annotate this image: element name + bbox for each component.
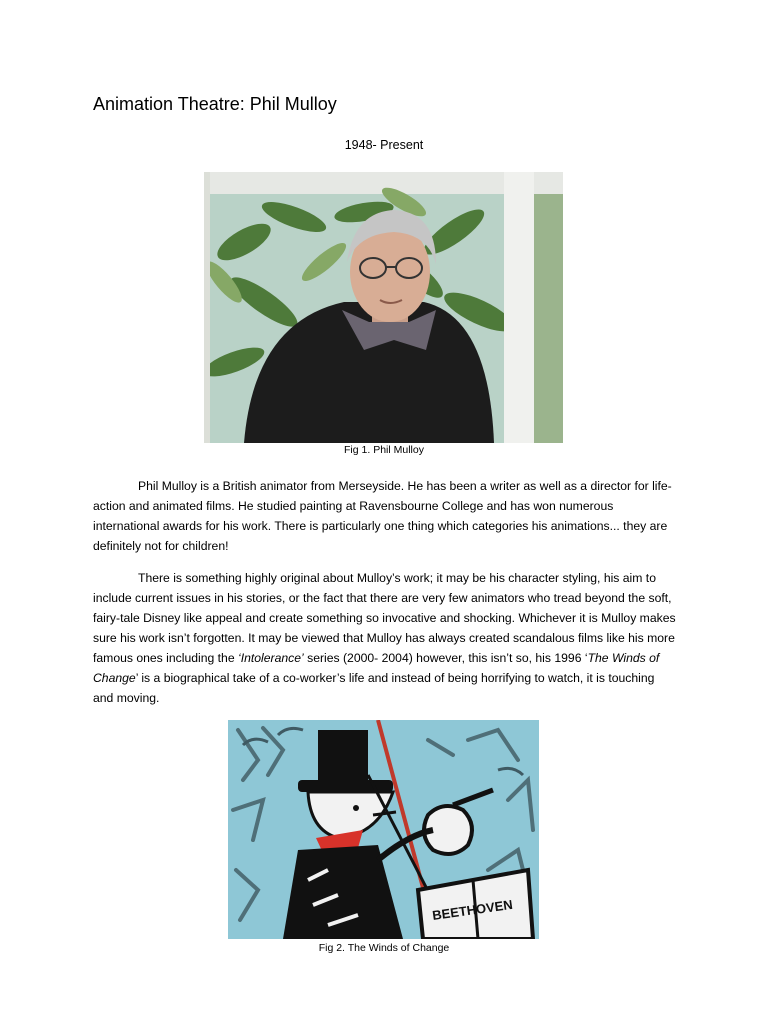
lifespan-dates: 1948- Present	[344, 138, 424, 152]
phil-mulloy-photo	[204, 172, 563, 443]
winds-of-change-title: The Winds of Change	[93, 651, 660, 685]
intolerance-title: ‘Intolerance’	[238, 651, 304, 665]
paragraph-2	[93, 568, 678, 708]
paragraph-1-text: Phil Mulloy is a British animator from Merseyside. He has been a writer as well as a director for life-action and animated films. He studied painting at Ravensbourne College and has won numerous international awards for his work. There is particularly one thing which categories his animations... they are definitely not for children!	[93, 479, 672, 553]
beethoven-sign: BEETHOVEN	[431, 896, 514, 923]
figure-2-caption: Fig 2. The Winds of Change	[318, 942, 450, 954]
paragraph-2-text-part2: series (2000- 2004) however, this isn’t so, his 1996 ‘	[303, 651, 588, 665]
document-title: Animation Theatre: Phil Mulloy	[93, 94, 337, 114]
figure-1-caption: Fig 1. Phil Mulloy	[344, 444, 424, 456]
paragraph-2-text-part3: ’ is a biographical take of a co-worker’s life and instead of being horrifying to watch, it is touching and moving.	[93, 671, 655, 705]
winds-of-change-still	[228, 720, 539, 939]
paragraph-2-text-part1: There is something highly original about Mulloy’s work; it may be his character styling, his aim to include current issues in his stories, or the fact that there are very few animators who tread beyond the soft, fairy-tale Disney like appeal and create something so invocative and shocking. Whichever it is Mulloy makes sure his work isn’t forgotten. It may be viewed that Mulloy has always created scandalous films like his more famous ones including the	[93, 571, 676, 665]
paragraph-1	[93, 476, 678, 556]
